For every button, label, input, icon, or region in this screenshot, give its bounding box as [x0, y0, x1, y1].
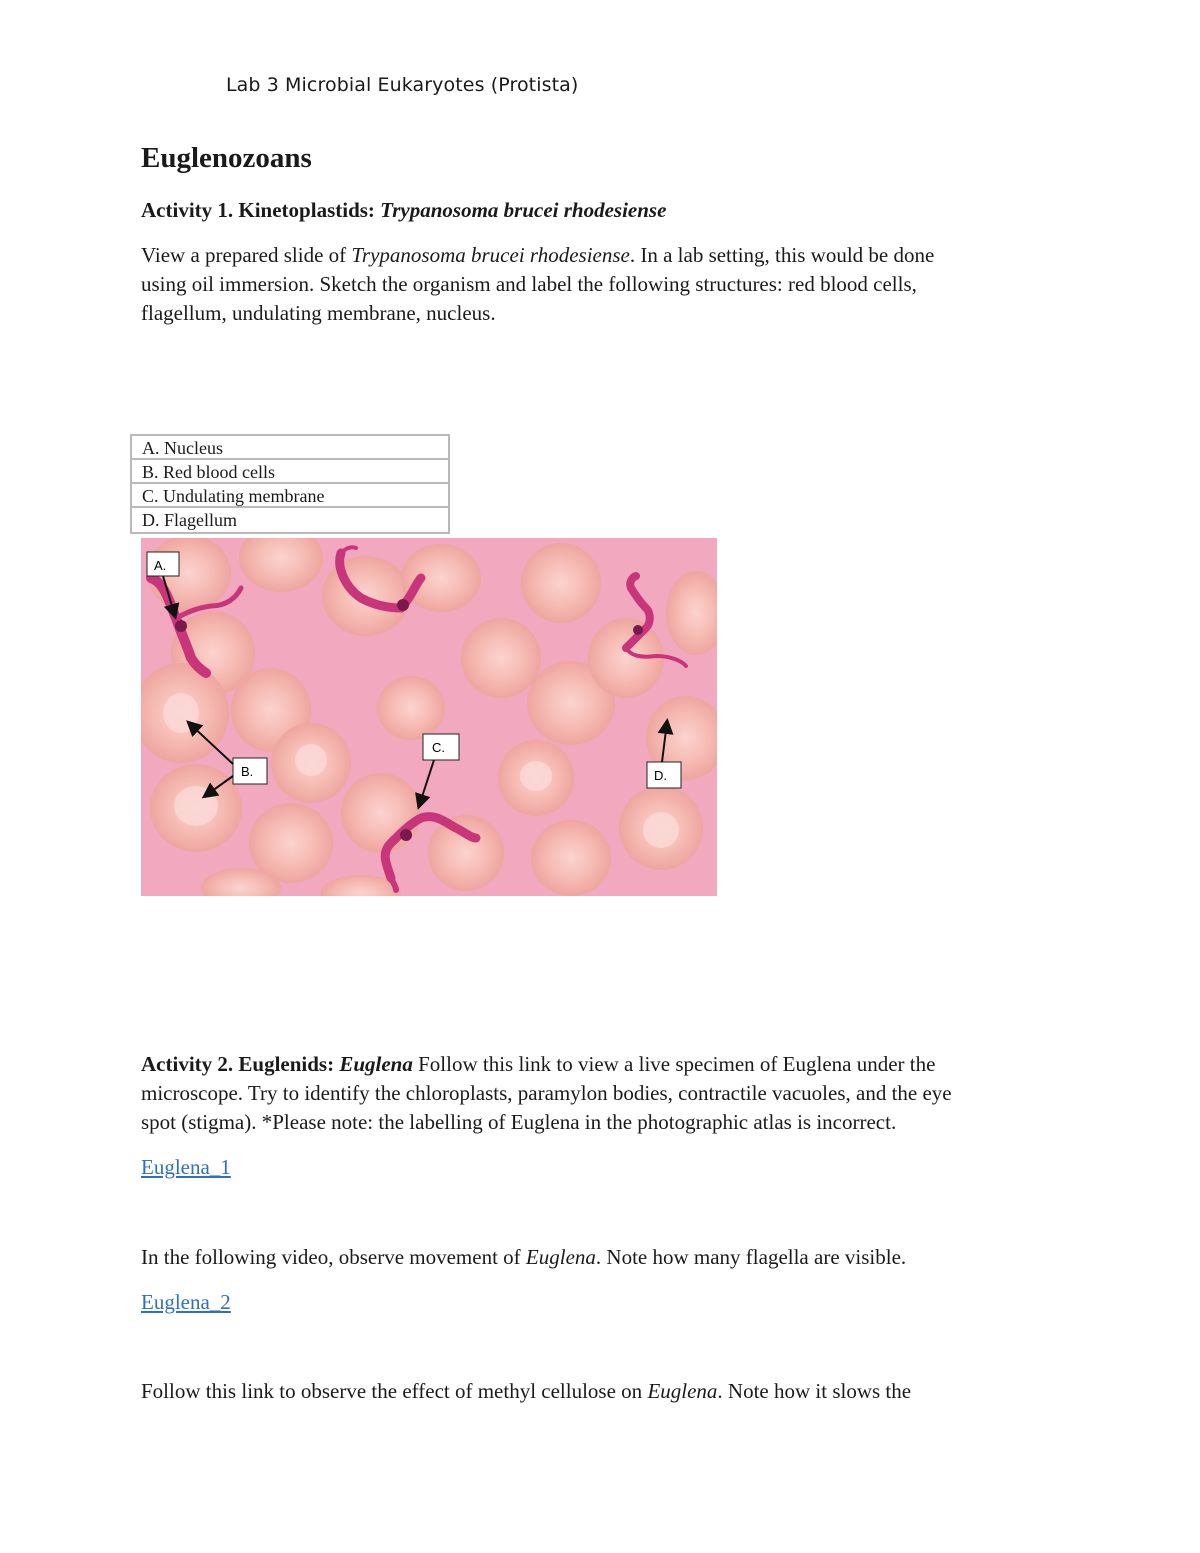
label-box-a	[147, 552, 179, 576]
activity2-line2: microscope. Try to identify the chloroplasts, paramylon bodies, contractile vacuoles, and the eye	[141, 1081, 952, 1105]
video-text-a: In the following video, observe movement of	[141, 1245, 526, 1269]
methyl-text-organism: Euglena	[647, 1379, 718, 1403]
activity1-text-line2: using oil immersion. Sketch the organism and label the following structures: red blood cells,	[141, 272, 917, 296]
activity2-label: Activity 2. Euglenids:	[141, 1052, 340, 1076]
label-a: A.	[154, 558, 167, 573]
methyl-text-c: . Note how it slows the	[717, 1379, 912, 1403]
legend-row-d: D. Flagellum	[142, 510, 237, 530]
activity2-text-l1: Follow this link to view a live specimen of Euglena under the	[412, 1052, 936, 1076]
video-text-c: . Note how many flagella are visible.	[595, 1245, 907, 1269]
legend-row-a: A. Nucleus	[132, 436, 448, 460]
activity1-text-a: View a prepared slide of	[141, 243, 352, 267]
activity2-organism: Euglena	[339, 1052, 413, 1076]
trypanosoma-micrograph	[141, 538, 717, 896]
label-c: C.	[432, 740, 445, 755]
structure-legend-table	[130, 434, 450, 534]
euglena-1-link[interactable]: Euglena_1	[141, 1155, 231, 1179]
label-box-d	[647, 762, 681, 788]
page-header: Lab 3 Microbial Eukaryotes (Protista)	[226, 74, 579, 96]
label-box-b	[233, 758, 267, 784]
activity1-text-line3: flagellum, undulating membrane, nucleus.	[141, 301, 496, 325]
activity2-line3: spot (stigma). *Please note: the labelling of Euglena in the photographic atlas is incorrect.	[141, 1110, 897, 1134]
label-d: D.	[654, 768, 667, 783]
methyl-cellulose-instructions	[141, 1377, 911, 1406]
activity1-text-organism: Trypanosoma brucei rhodesiense	[351, 243, 630, 267]
legend-row-c: C. Undulating membrane	[132, 484, 448, 508]
label-b: B.	[241, 764, 254, 779]
label-box-c	[423, 734, 459, 760]
methyl-text-a: Follow this link to observe the effect of methyl cellulose on	[141, 1379, 648, 1403]
video-instructions	[141, 1243, 906, 1272]
legend-row-b: B. Red blood cells	[132, 460, 448, 484]
activity2-line1	[141, 1050, 935, 1079]
activity1-heading	[141, 196, 666, 225]
activity1-organism: Trypanosoma brucei rhodesiense	[380, 198, 667, 222]
euglena-2-link[interactable]: Euglena_2	[141, 1290, 231, 1314]
section-title: Euglenozoans	[141, 142, 312, 174]
activity1-text-line1	[141, 241, 934, 270]
activity1-text-c: . In a lab setting, this would be done	[629, 243, 935, 267]
activity1-label: Activity 1. Kinetoplastids:	[141, 198, 381, 222]
video-text-organism: Euglena	[525, 1245, 596, 1269]
